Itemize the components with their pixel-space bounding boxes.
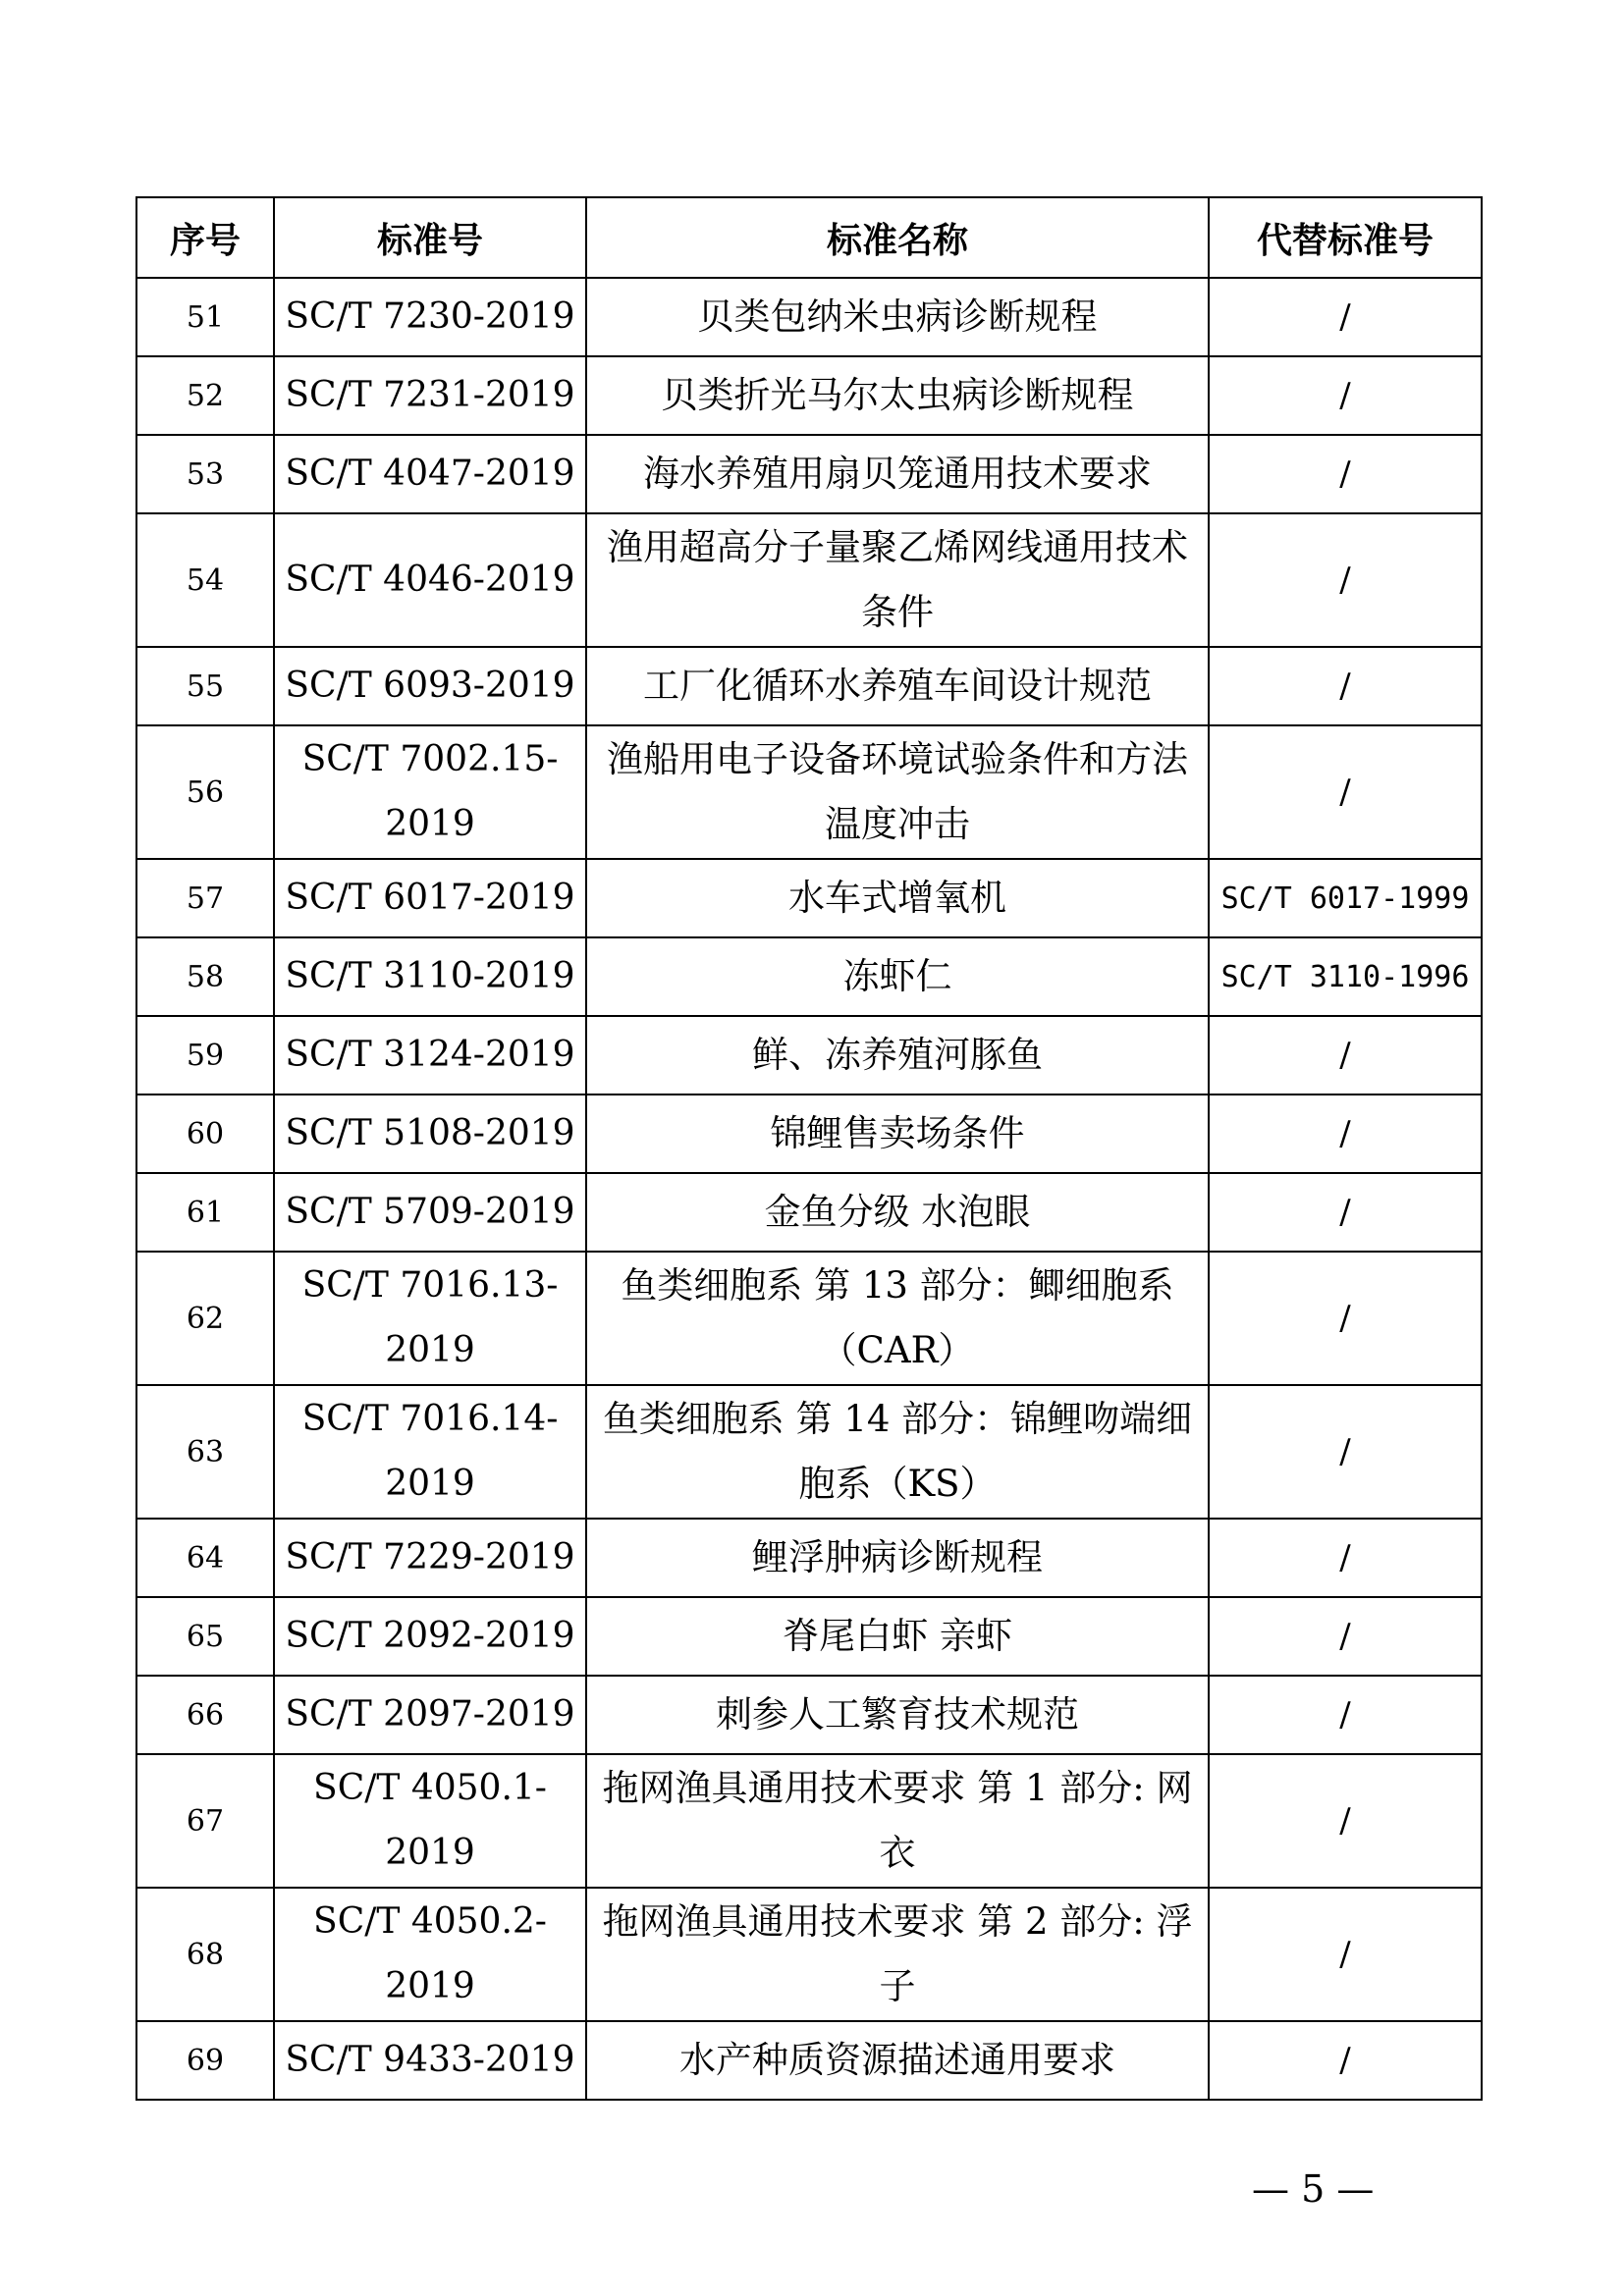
table-row <box>136 2021 1482 2100</box>
cell-no: 58 <box>136 937 274 1016</box>
cell-name: 工厂化循环水养殖车间设计规范 <box>586 647 1209 725</box>
cell-no: 60 <box>136 1095 274 1173</box>
cell-replaced: / <box>1209 1095 1482 1173</box>
table-row <box>136 1173 1482 1252</box>
cell-code: SC/T 7229-2019 <box>274 1519 586 1597</box>
cell-replaced: SC/T 3110-1996 <box>1209 937 1482 1016</box>
cell-no: 59 <box>136 1016 274 1095</box>
cell-replaced: / <box>1209 1754 1482 1888</box>
cell-replaced: / <box>1209 1888 1482 2021</box>
cell-code: SC/T 9433-2019 <box>274 2021 586 2100</box>
cell-code: SC/T 4050.1-2019 <box>274 1754 586 1888</box>
header-code: 标准号 <box>274 197 586 278</box>
cell-replaced: / <box>1209 1252 1482 1385</box>
cell-code: SC/T 5108-2019 <box>274 1095 586 1173</box>
cell-code: SC/T 7002.15-2019 <box>274 725 586 859</box>
cell-no: 64 <box>136 1519 274 1597</box>
cell-no: 65 <box>136 1597 274 1676</box>
cell-name: 水车式增氧机 <box>586 859 1209 937</box>
cell-name: 鲤浮肿病诊断规程 <box>586 1519 1209 1597</box>
cell-code: SC/T 3124-2019 <box>274 1016 586 1095</box>
cell-name: 金鱼分级 水泡眼 <box>586 1173 1209 1252</box>
table-row <box>136 1597 1482 1676</box>
cell-no: 56 <box>136 725 274 859</box>
cell-code: SC/T 2097-2019 <box>274 1676 586 1754</box>
cell-replaced: / <box>1209 278 1482 356</box>
table-row <box>136 1754 1482 1888</box>
cell-replaced: / <box>1209 1519 1482 1597</box>
cell-no: 62 <box>136 1252 274 1385</box>
cell-no: 69 <box>136 2021 274 2100</box>
cell-code: SC/T 7230-2019 <box>274 278 586 356</box>
cell-name: 水产种质资源描述通用要求 <box>586 2021 1209 2100</box>
cell-no: 66 <box>136 1676 274 1754</box>
table-row <box>136 278 1482 356</box>
table-row <box>136 1252 1482 1385</box>
cell-name: 拖网渔具通用技术要求 第 1 部分: 网衣 <box>586 1754 1209 1888</box>
cell-replaced: / <box>1209 356 1482 435</box>
cell-code: SC/T 3110-2019 <box>274 937 586 1016</box>
cell-no: 55 <box>136 647 274 725</box>
table-row <box>136 1888 1482 2021</box>
cell-code: SC/T 4046-2019 <box>274 513 586 647</box>
table-row <box>136 1519 1482 1597</box>
cell-no: 57 <box>136 859 274 937</box>
cell-code: SC/T 5709-2019 <box>274 1173 586 1252</box>
cell-name: 拖网渔具通用技术要求 第 2 部分: 浮子 <box>586 1888 1209 2021</box>
table-row <box>136 647 1482 725</box>
header-replaced: 代替标准号 <box>1209 197 1482 278</box>
cell-no: 51 <box>136 278 274 356</box>
cell-no: 68 <box>136 1888 274 2021</box>
cell-no: 61 <box>136 1173 274 1252</box>
cell-code: SC/T 7016.13-2019 <box>274 1252 586 1385</box>
page-number: — 5 — <box>1252 2167 1375 2211</box>
cell-name: 渔用超高分子量聚乙烯网线通用技术条件 <box>586 513 1209 647</box>
cell-name: 鱼类细胞系 第 13 部分：鲫细胞系（CAR） <box>586 1252 1209 1385</box>
cell-code: SC/T 4047-2019 <box>274 435 586 513</box>
header-no: 序号 <box>136 197 274 278</box>
cell-replaced: / <box>1209 513 1482 647</box>
cell-name: 海水养殖用扇贝笼通用技术要求 <box>586 435 1209 513</box>
cell-replaced: SC/T 6017-1999 <box>1209 859 1482 937</box>
table-row <box>136 859 1482 937</box>
cell-no: 67 <box>136 1754 274 1888</box>
header-name: 标准名称 <box>586 197 1209 278</box>
cell-no: 63 <box>136 1385 274 1519</box>
cell-replaced: / <box>1209 1676 1482 1754</box>
table-row <box>136 1016 1482 1095</box>
cell-name: 鱼类细胞系 第 14 部分：锦鲤吻端细胞系（KS） <box>586 1385 1209 1519</box>
cell-replaced: / <box>1209 435 1482 513</box>
table-row <box>136 725 1482 859</box>
cell-code: SC/T 4050.2-2019 <box>274 1888 586 2021</box>
cell-name: 贝类包纳米虫病诊断规程 <box>586 278 1209 356</box>
cell-no: 52 <box>136 356 274 435</box>
cell-code: SC/T 6017-2019 <box>274 859 586 937</box>
cell-code: SC/T 7016.14-2019 <box>274 1385 586 1519</box>
cell-code: SC/T 7231-2019 <box>274 356 586 435</box>
cell-replaced: / <box>1209 1597 1482 1676</box>
table-row <box>136 1385 1482 1519</box>
table-row <box>136 513 1482 647</box>
table-row <box>136 435 1482 513</box>
table-row <box>136 1095 1482 1173</box>
cell-replaced: / <box>1209 647 1482 725</box>
table-row <box>136 1676 1482 1754</box>
cell-name: 贝类折光马尔太虫病诊断规程 <box>586 356 1209 435</box>
table-body <box>136 278 1482 2100</box>
cell-name: 刺参人工繁育技术规范 <box>586 1676 1209 1754</box>
table-row <box>136 937 1482 1016</box>
cell-replaced: / <box>1209 1016 1482 1095</box>
cell-code: SC/T 6093-2019 <box>274 647 586 725</box>
table-row <box>136 356 1482 435</box>
cell-no: 54 <box>136 513 274 647</box>
cell-name: 渔船用电子设备环境试验条件和方法 温度冲击 <box>586 725 1209 859</box>
cell-replaced: / <box>1209 2021 1482 2100</box>
cell-replaced: / <box>1209 1173 1482 1252</box>
cell-name: 脊尾白虾 亲虾 <box>586 1597 1209 1676</box>
cell-code: SC/T 2092-2019 <box>274 1597 586 1676</box>
cell-replaced: / <box>1209 1385 1482 1519</box>
standards-table <box>135 196 1483 2101</box>
cell-name: 鲜、冻养殖河豚鱼 <box>586 1016 1209 1095</box>
table-header-row <box>136 197 1482 278</box>
cell-replaced: / <box>1209 725 1482 859</box>
cell-name: 锦鲤售卖场条件 <box>586 1095 1209 1173</box>
cell-name: 冻虾仁 <box>586 937 1209 1016</box>
cell-no: 53 <box>136 435 274 513</box>
